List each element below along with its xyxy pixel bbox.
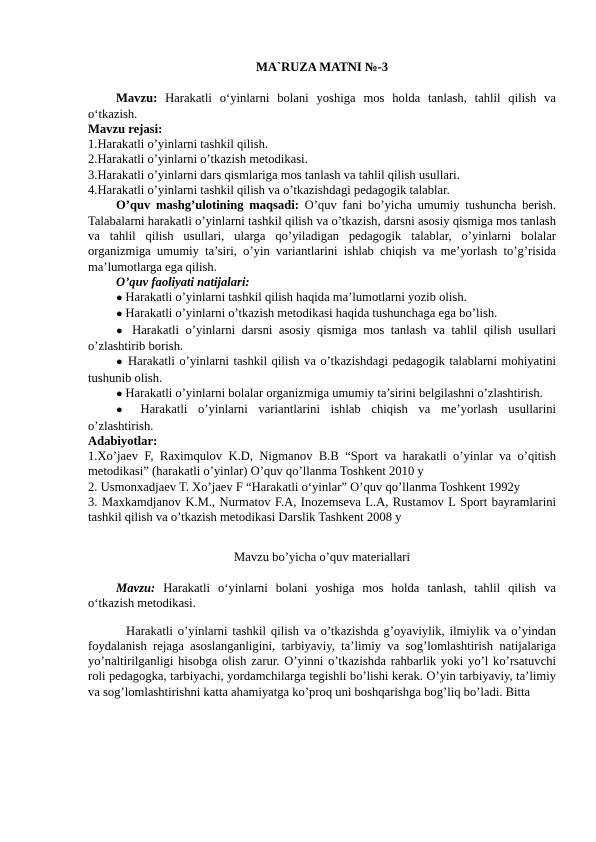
- topic-paragraph: [88, 91, 556, 122]
- topic-text: Harakatli o‘yinlarni bolani yoshiga mos holda tanlash, tahlil qilish va o‘tkazish.: [88, 91, 556, 121]
- topic2-label: Mavzu:: [116, 580, 156, 595]
- result-text: Harakatli o’yinlarni variantlarini ishlab chiqish va me’yorlash usullarini o’zlashtirish.: [88, 402, 556, 433]
- result-item: [88, 386, 556, 402]
- body-paragraph: Harakatli o’yinlarni tashkil qilish va o’tkazishda g’oyaviylik, ilmiylik va o’yindan foydalanish rejaga asoslanganligini, tarbiyaviy, ta’limiy va sog’lomlashtirish natijalariga yo’naltirilganligi hisobga olish zarur. O’yinni o’tkazishda rahbarlik yoki yo’l ko’rsatuvchi roli pedagogka, tarbiyachi, yordamchilarga tegishli bo’lishi kerak. O’yin tarbiyaviy, ta’limiy va sog’lomlashtirishni katta ahamiyatga ko’proq uni boshqarishga bog’liq bo’ladi. Bitta: [88, 623, 556, 699]
- bullet-icon: ●: [116, 324, 133, 337]
- result-text: Harakatli o’yinlarni tashkil qilish va o’tkazishdagi pedagogik talablarni mohiyatini tushunib olish.: [88, 354, 556, 385]
- plan-item: 3.Harakatli o’yinlarni dars qismlariga mos tanlash va tahlil qilish usullari.: [88, 167, 460, 182]
- bullet-icon: ●: [116, 356, 129, 369]
- section-title: Mavzu bo’yicha o’quv materiallari: [234, 549, 410, 564]
- results-heading: O’quv faoliyati natijalari:: [116, 274, 250, 289]
- result-item: [88, 306, 556, 322]
- goal-text: O’quv fani bo’yicha umumiy tushuncha berish. Talabalarni harakatli o’yinlarni tashkil qilish va o’tkazish, darsni asosiy qismiga mos tanlash va tahlil qilish usullari, ularga qo’yiladigan pedagogik talablar, o’yinlarni bolalar organizmiga umumiy ta’siri, o’yin variantlarini ishlab chiqish va me’yorlash to’g’risida ma’lumotlarga ega qilish.: [88, 198, 556, 274]
- reference-item: 3. Maxkamdjanov K.M., Nurmatov F.A, Inozemseva L.A, Rustamov L Sport bayramlarini tashkil qilish va o’tkazish metodikasi Darslik Tashkent 2008 y: [88, 495, 556, 525]
- result-text: Harakatli o’yinlarni bolalar organizmiga umumiy ta’sirini belgilashni o’zlashtirish.: [125, 385, 543, 400]
- result-item: [88, 323, 556, 355]
- plan-item: 1.Harakatli o’yinlarni tashkil qilish.: [88, 137, 269, 152]
- reference-item: 2. Usmonxadjaev T. Xo’jaev F “Harakatli o‘yinlar” O’quv qo’llanma Toshkent 1992y: [88, 479, 521, 494]
- bullet-icon: ●: [116, 308, 126, 321]
- result-item: [88, 354, 556, 386]
- document-page: [88, 50, 556, 700]
- plan-item: 2.Harakatli o’yinlarni o’tkazish metodikasi.: [88, 152, 308, 167]
- page-title: MA`RUZA MATNI №-3: [255, 60, 389, 74]
- result-item: [88, 402, 556, 434]
- result-text: Harakatli o’yinlarni o’tkazish metodikasi haqida tushunchaga ega bo’lish.: [125, 306, 498, 321]
- goal-label: O’quv mashg’ulotining maqsadi:: [116, 198, 299, 213]
- plan-heading: Mavzu rejasi:: [88, 121, 163, 136]
- references-heading: Adabiyotlar:: [88, 433, 158, 448]
- result-text: Harakatli o’yinlarni tashkil qilish haqida ma’lumotlarni yozib olish.: [125, 290, 467, 305]
- plan-item: 4.Harakatli o’yinlarni tashkil qilish va o’tkazishdagi pedagogik talablar.: [88, 183, 450, 198]
- result-item: [88, 290, 556, 306]
- reference-item: 1.Xo’jaev F, Raximqulov K.D, Nigmanov B.B “Sport va harakatli o’yinlar va o’qitish metodikasi” (harakatli o’yinlar) O’quv qo’llanma Toshkent 2010 y: [88, 449, 556, 479]
- goal-paragraph: [88, 198, 556, 274]
- bullet-icon: ●: [116, 404, 141, 417]
- topic-label: Mavzu:: [116, 91, 158, 106]
- bullet-icon: ●: [116, 387, 126, 400]
- bullet-icon: ●: [116, 292, 126, 305]
- result-text: Harakatli o’yinlarni darsni asosiy qismiga mos tanlash va tahlil qilish usullari o’zlashtirib borish.: [88, 322, 556, 354]
- spacer: [88, 612, 556, 624]
- topic2-paragraph: [88, 581, 556, 612]
- topic2-text: Harakatli o‘yinlarni bolani yoshiga mos holda tanlash, tahlil qilish va o‘tkazish metodikasi.: [88, 580, 556, 611]
